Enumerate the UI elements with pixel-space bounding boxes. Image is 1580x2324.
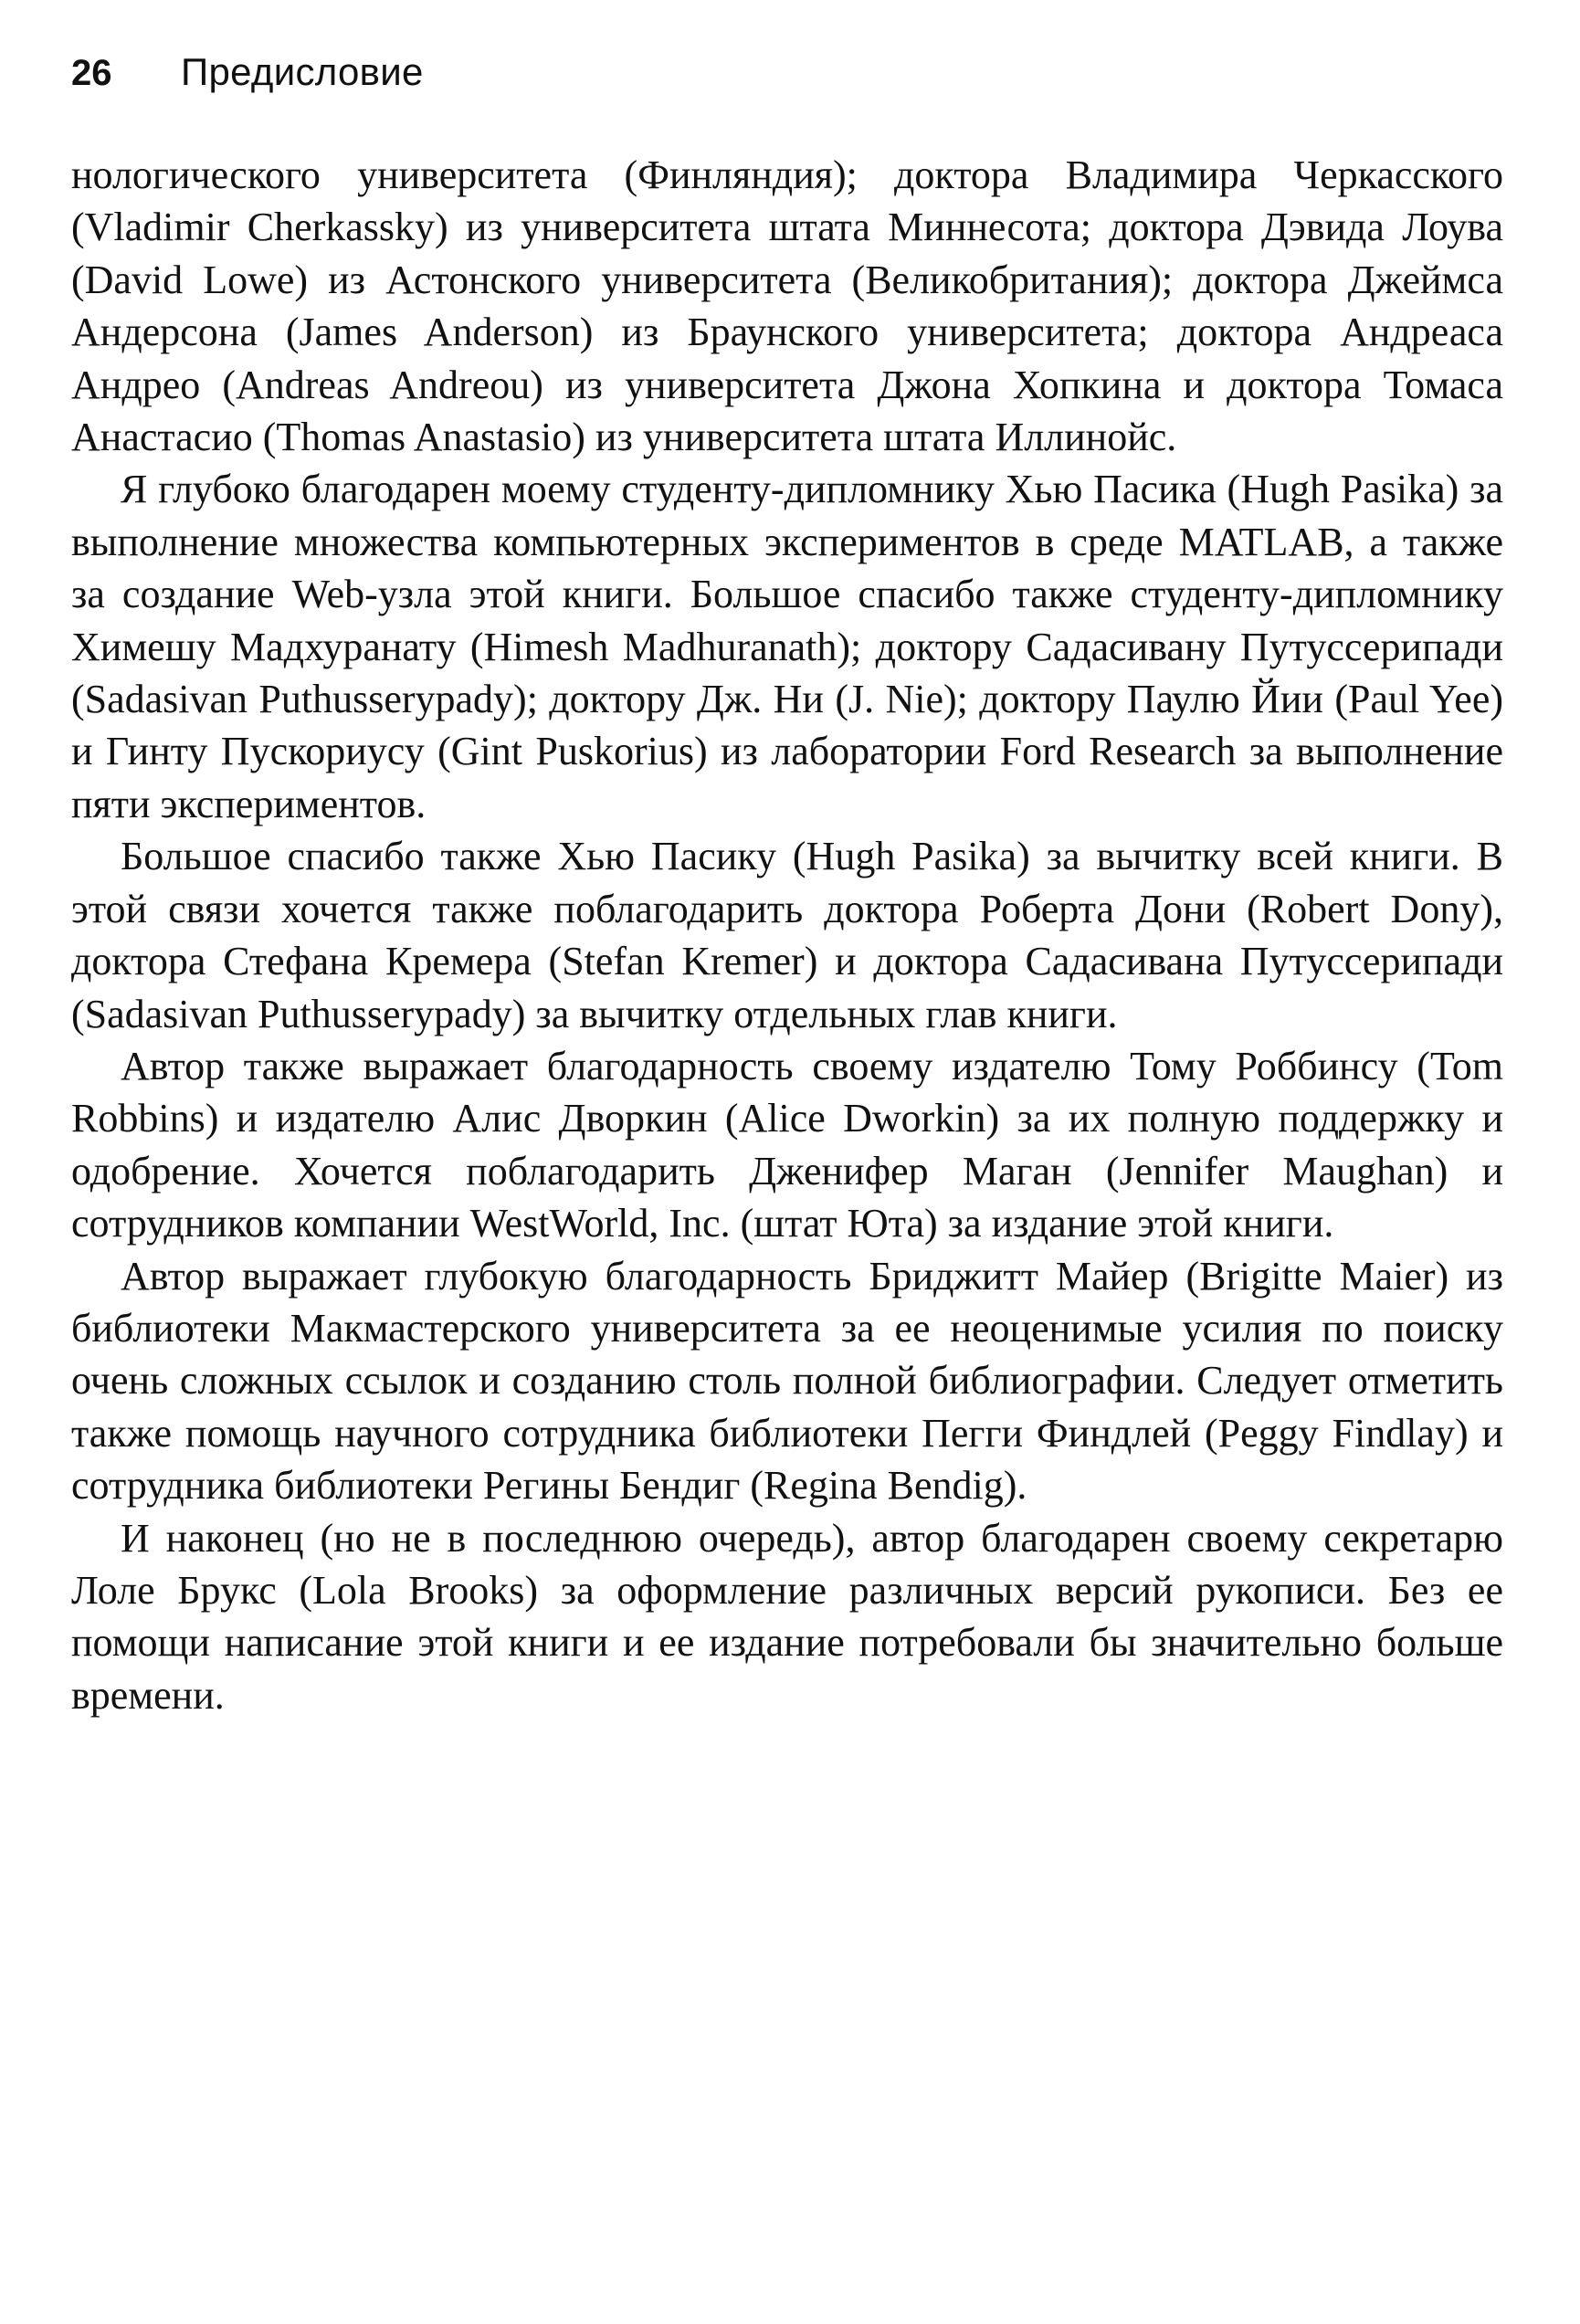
body-text xyxy=(71,149,1503,1721)
page-number: 26 xyxy=(71,53,112,93)
paragraph-6: И наконец (но не в последнюю очередь), автор благодарен своему секретарю Лоле Брукс (Lola Brooks) за оформление различных версий рукописи. Без ее помощи написание этой книги и ее издание потребовали бы значительно больше времени. xyxy=(71,1515,1503,1718)
paragraph-1: нологического университета (Финляндия); доктора Владимира Черкасского (Vladimir Cherkassky) из университета штата Миннесота; доктора Дэвида Лоува (David Lowe) из Астонского университета (Великобритания); доктора Джеймса Андерсона (James Anderson) из Браунского университета; доктора Андреаса Андрео (Andreas Andreou) из университета Джона Хопкина и доктора Томаса Анастасио (Thomas Anastasio) из университета штата Иллинойс. xyxy=(71,152,1503,460)
paragraph-2: Я глубоко благодарен моему студенту-дипломнику Хью Пасика (Hugh Pasika) за выполнение множества компьютерных экспериментов в среде MATLAB, а также за создание Web-узла этой книги. Большое спасибо также студенту-дипломнику Химешу Мадхуранату (Himesh Madhuranath); доктору Садасивану Путуссерипади (Sadasivan Puthusserypady); доктору Дж. Ни (J. Nie); доктору Паулю Йии (Paul Yee) и Гинту Пускориусу (Gint Puskorius) из лаборатории Ford Research за выполнение пяти экспериментов. xyxy=(71,467,1503,826)
paragraph-4: Автор также выражает благодарность своему издателю Тому Роббинсу (Tom Robbins) и издателю Алис Дворкин (Alice Dworkin) за их полную поддержку и одобрение. Хочется поблагодарить Дженифер Маган (Jennifer Maughan) и сотрудников компании WestWorld, Inc. (штат Юта) за издание этой книги. xyxy=(71,1043,1503,1246)
paragraph-5: Автор выражает глубокую благодарность Бриджитт Майер (Brigitte Maier) из библиотеки Макмастерского университета за ее неоценимые усилия по поиску очень сложных ссылок и созданию столь полной библиографии. Следует отметить также помощь научного сотрудника библиотеки Пегги Финдлей (Peggy Findlay) и сотрудника библиотеки Регины Бендиг (Regina Bendig). xyxy=(71,1253,1503,1509)
running-head xyxy=(71,50,1503,114)
paragraph-3: Большое спасибо также Хью Пасику (Hugh Pasika) за вычитку всей книги. В этой связи хочется также поблагодарить доктора Роберта Дони (Robert Dony), доктора Стефана Кремера (Stefan Kremer) и доктора Садасивана Путуссерипади (Sadasivan Puthusserypady) за вычитку отдельных глав книги. xyxy=(71,834,1503,1036)
book-page xyxy=(71,50,1503,1721)
section-title: Предисловие xyxy=(181,50,424,93)
